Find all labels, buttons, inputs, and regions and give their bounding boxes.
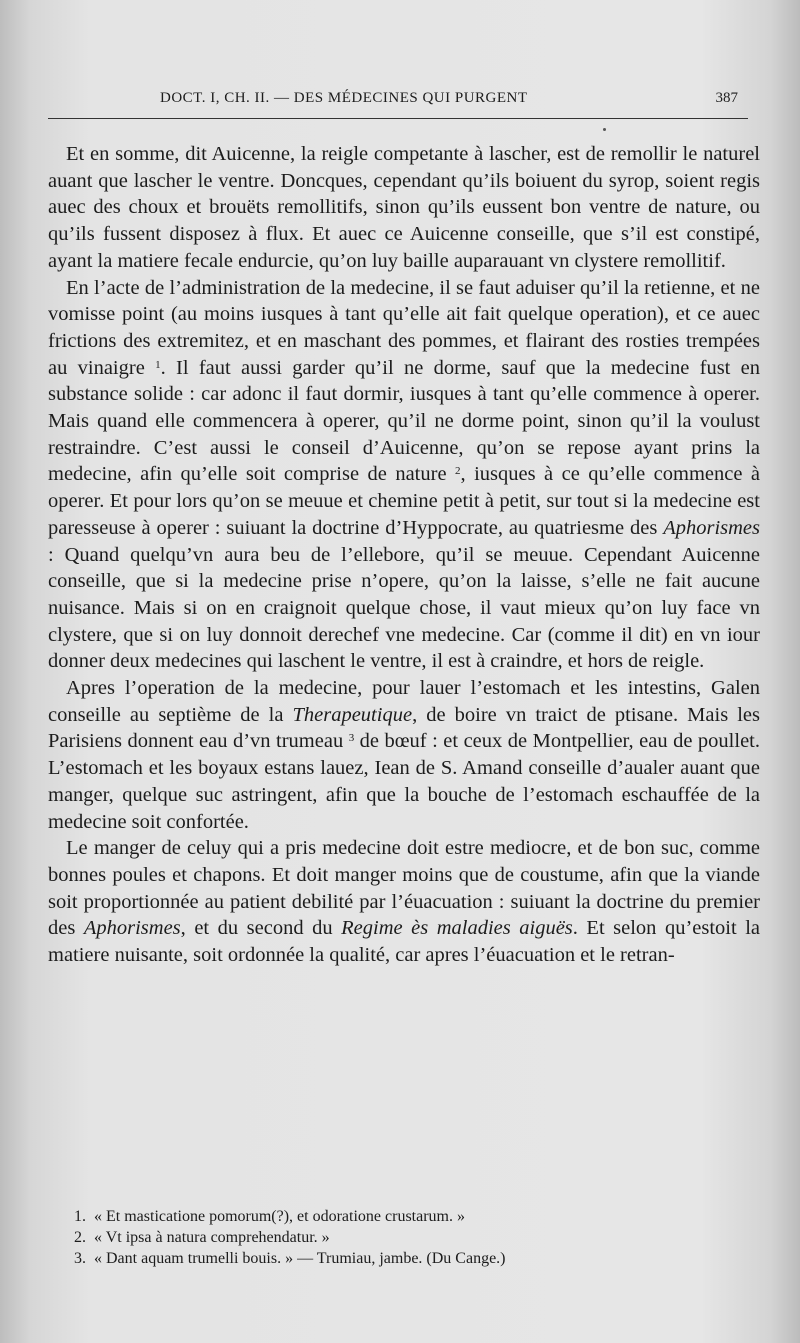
text-run: de bœuf : et ceux de Montpellier, eau de poullet. L’estomach et les boyaux estans lauez, Iean de S. Amand conseille d’aualer auant que manger, quelque suc astringent, afin que la bouche de l’estomach eschauffée de la medecine soit confortée. — [48, 730, 760, 833]
footnote-text: « Dant aquam trumelli bouis. » — Trumiau, jambe. (Du Cange.) — [94, 1250, 506, 1267]
paragraph — [48, 141, 760, 275]
text-run: . Et selon qu’estoit la matiere nuisante, soit ordonnée la qualité, car apres l’éuacuation et le retran- — [48, 917, 761, 967]
italic-title: Aphorismes — [83, 917, 181, 940]
text-run: Et en somme, dit Auicenne, la reigle competante à lascher, est de remollir le naturel auant que lascher le ventre. Doncques, cependant qu’ils boiuent du syrop, soient regis auec des choux et brouëts remollitifs, sinon qu’ils eussent bon ventre de nature, ou qu’ils fussent disposez à flux. Et auec ce Auicenne conseille, que s’il est constipé, ayant la matiere fecale endurcie, qu’on luy baille auparauant vn clystere remollitif. — [48, 143, 760, 272]
footnote — [72, 1248, 752, 1269]
text-run: , et du second du — [180, 917, 342, 940]
text-run: Le manger de celuy qui a pris medecine doit estre mediocre, et de bon suc, comme bonnes poules et chapons. Et doit manger moins que de coustume, afin que la viande soit proportionnée au patient debilité par l’éuacuation : suiuant la doctrine du premier des — [48, 837, 760, 940]
print-speck — [603, 128, 606, 131]
italic-title: Regime ès maladies aiguës — [341, 917, 573, 940]
text-run: : Quand quelqu’vn aura beu de l’ellebore, qu’il se meuue. Cependant Auicenne conseille, que si la medecine prise n’opere, qu’on la laisse, s’elle ne fait aucune nuisance. Mais si on en craignoit quelque chose, il vaut mieux qu’on luy face vn clystere, que si on luy donnoit derechef vne medecine. Car (comme il dit) en vn iour donner deux medecines qui laschent le ventre, il est à craindre, et hors de reigle. — [48, 543, 760, 673]
text-run: En l’acte de l’administration de la medecine, il se faut aduiser qu’il la retienne, et ne vomisse point (au moins iusques à tant qu’elle ait fait quelque operation), et ce auec frictions des extremitez, et en maschant des pommes, et flairant des rosties trempées au vinaigre — [48, 276, 760, 379]
italic-title: Aphorismes — [663, 516, 760, 539]
body-text — [48, 141, 760, 969]
running-header — [48, 88, 748, 112]
footnote-text: « Et masticatione pomorum(?), et odoratione crustarum. » — [94, 1208, 465, 1225]
footnote-ref: 1 — [155, 358, 161, 371]
footnote-number: 2. — [74, 1229, 86, 1246]
header-rule — [48, 118, 748, 119]
text-run: . Il faut aussi garder qu’il ne dorme, sauf que la medecine fust en substance solide : car adonc il faut dormir, iusques à tant qu’elle commence à operer. Mais quand elle commencera à operer, qu’il ne dorme point, sinon qu’il la voulust restraindre. C’est aussi le conseil d’Auicenne, qu’on se repose ayant prins la medecine, afin qu’elle soit comprise de nature — [48, 356, 761, 486]
text-run: , iusques à ce qu’elle commence à operer. Et pour lors qu’on se meuue et chemine petit à petit, sur tout si la medecine est paresseuse à operer : suiuant la doctrine d’Hyppocrate, au quatriesme des — [48, 463, 761, 539]
running-title: DOCT. I, CH. II. — DES MÉDECINES QUI PURGENT — [160, 90, 528, 106]
paragraph — [48, 675, 760, 835]
footnote-text: « Vt ipsa à natura comprehendatur. » — [94, 1229, 330, 1246]
italic-title: Therapeutique — [292, 703, 413, 726]
footnote-ref: 3 — [348, 732, 355, 745]
paragraph — [48, 835, 760, 969]
footnote — [72, 1227, 752, 1248]
footnotes — [72, 1206, 752, 1269]
page-number: 387 — [715, 90, 738, 106]
text-run: Apres l’operation de la medecine, pour lauer l’estomach et les intestins, Galen conseille au septième de la — [48, 677, 760, 726]
footnote-number: 3. — [74, 1250, 86, 1267]
footnote-number: 1. — [74, 1208, 86, 1225]
paragraph — [48, 275, 760, 676]
text-run: , de boire vn traict de ptisane. Mais les Parisiens donnent eau d’vn trumeau — [48, 703, 760, 753]
footnote-ref: 2 — [455, 465, 461, 478]
footnote — [72, 1206, 752, 1227]
